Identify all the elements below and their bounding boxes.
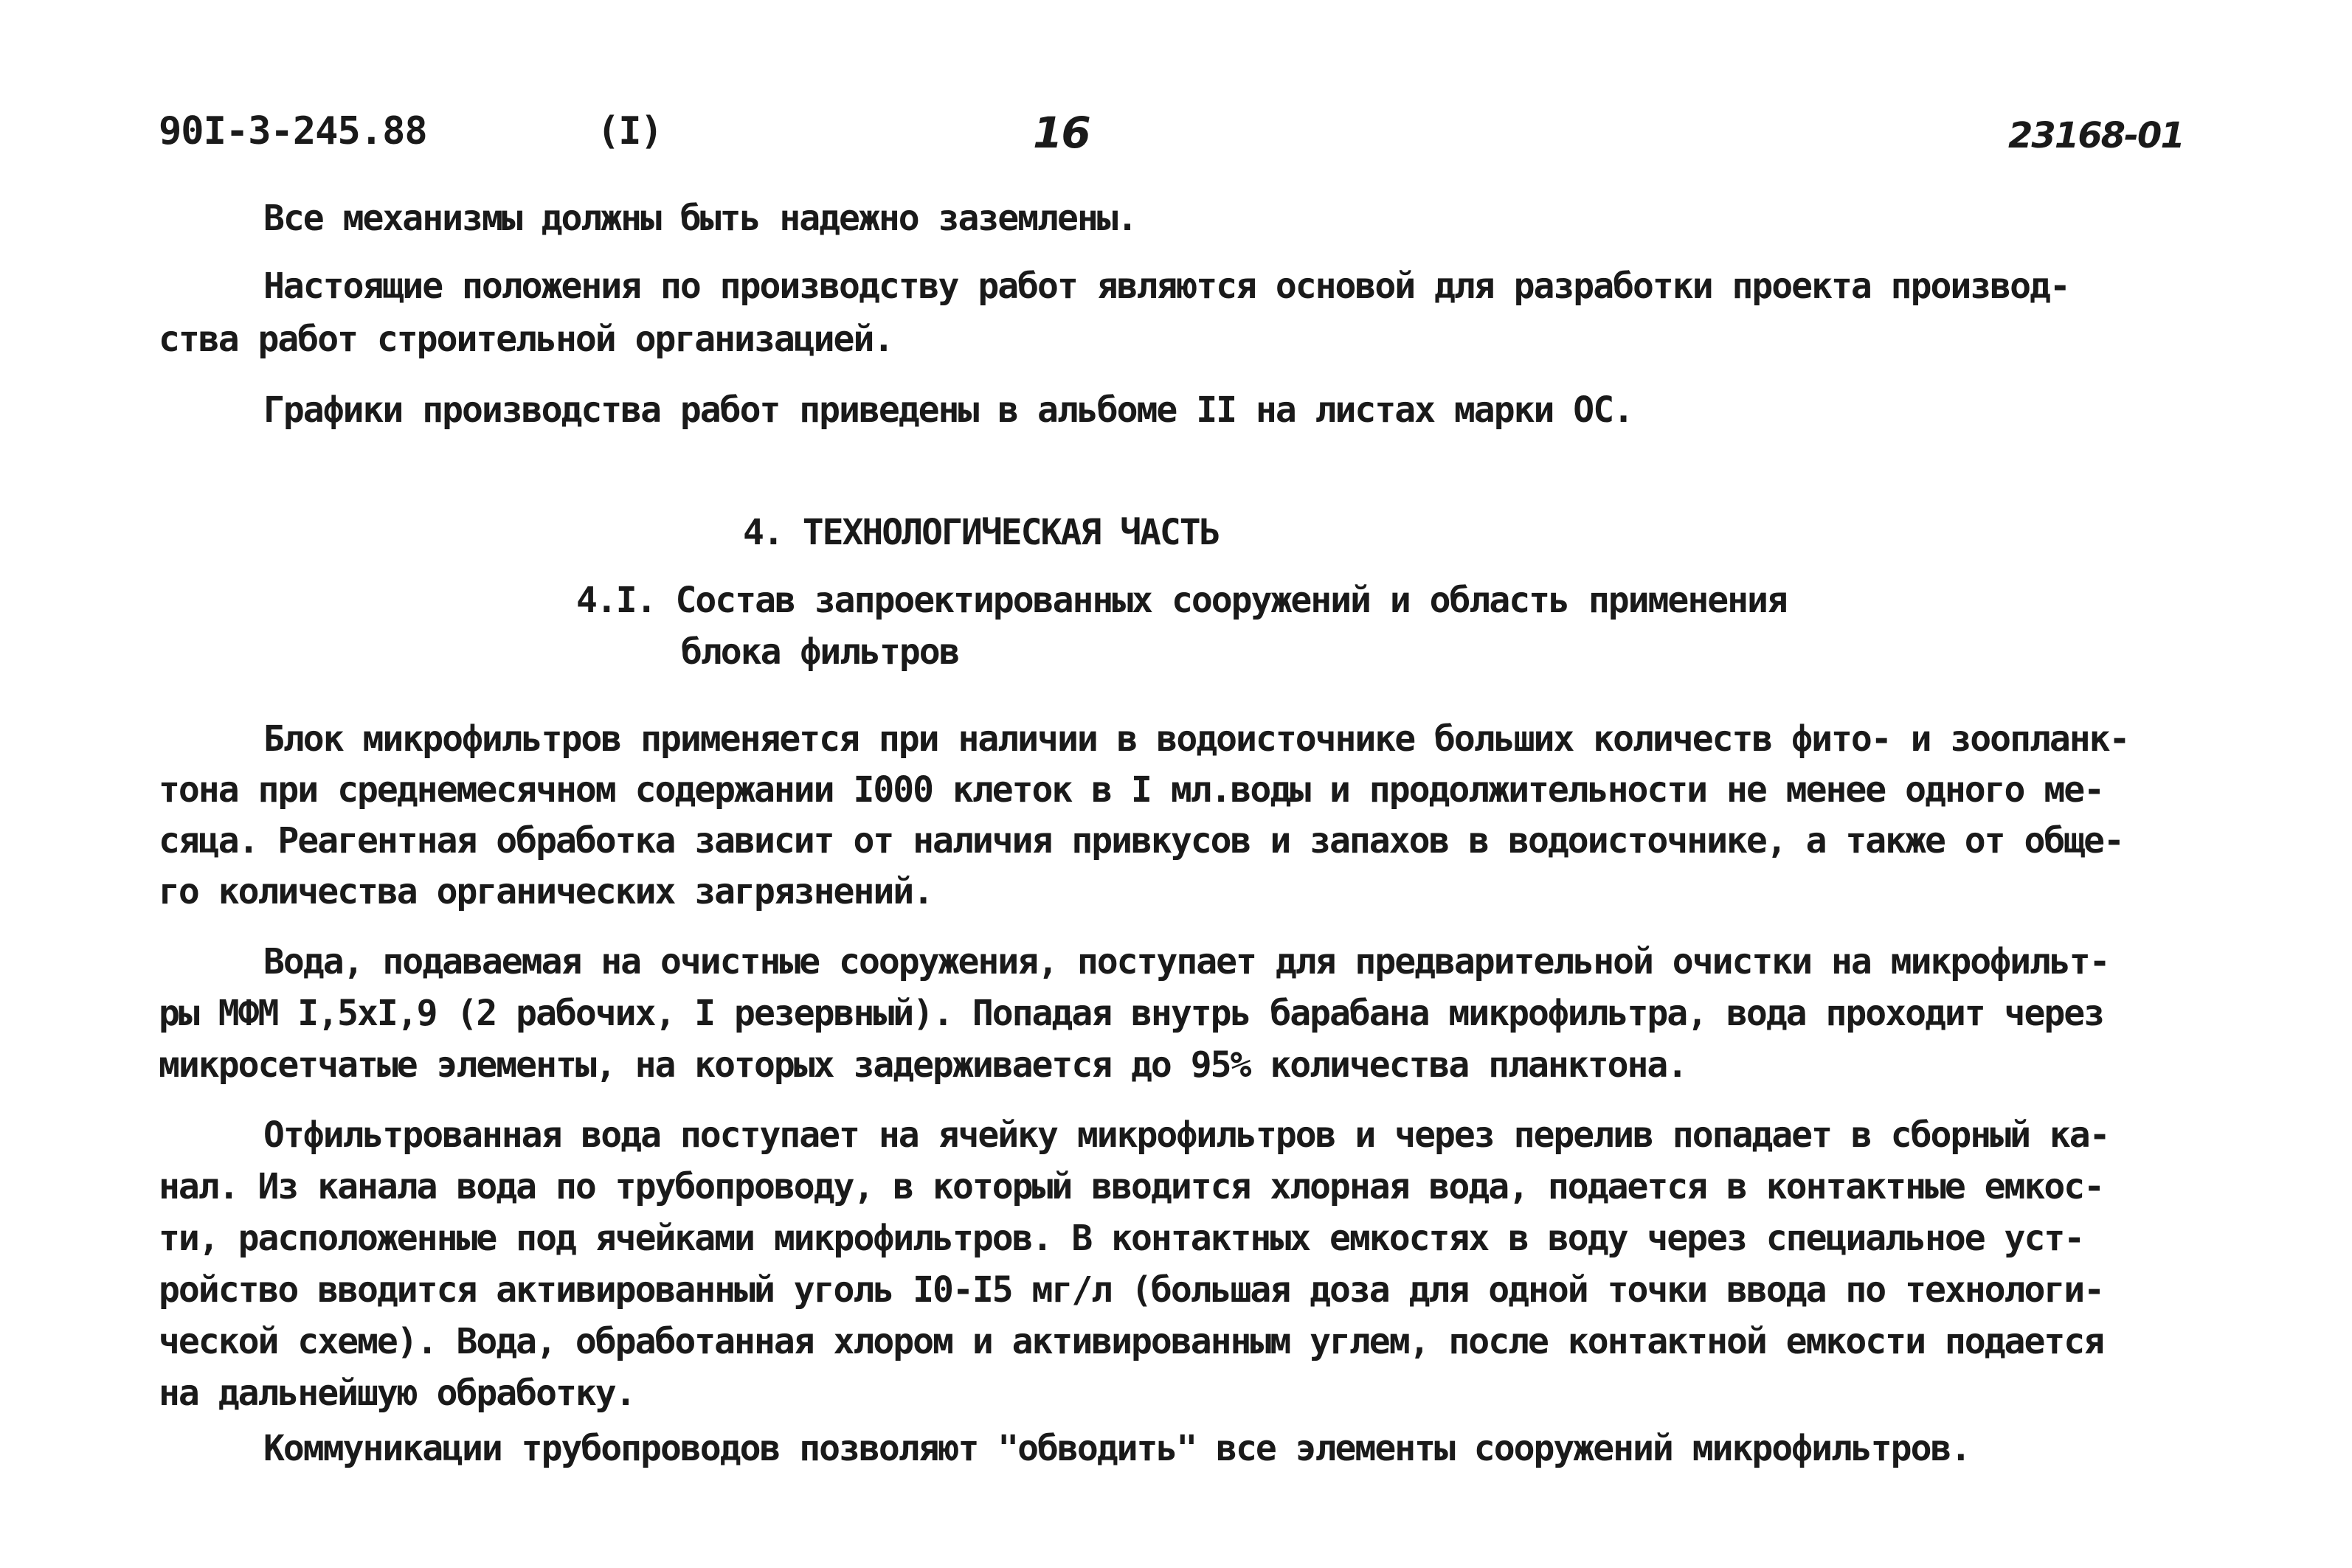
paragraph-3-line: нал. Из канала вода по трубопроводу, в который вводится хлорная вода, подается в контактные емкос- <box>159 1166 2104 1207</box>
document-code: 90I-3-245.88 <box>159 109 427 153</box>
paragraph-3-line: на дальнейшую обработку. <box>159 1373 635 1414</box>
subsection-title: 4.I. Состав запроектированных сооружений и область применения <box>576 580 1787 621</box>
section-title: 4. ТЕХНОЛОГИЧЕСКАЯ ЧАСТЬ <box>743 512 1220 553</box>
intro-line: Настоящие положения по производству работ являются основой для разработки проекта производ- <box>263 266 2069 307</box>
inventory-number: 23168-01 <box>2008 115 2184 156</box>
subsection-title-continued: блока фильтров <box>681 631 959 673</box>
intro-line: Все механизмы должны быть надежно заземлены. <box>263 198 1137 239</box>
paragraph-1-line: тона при среднемесячном содержании I000 клеток в I мл.воды и продолжительности не менее одного ме- <box>159 769 2104 811</box>
intro-line: ства работ строительной организацией. <box>159 319 893 360</box>
paragraph-2-line: Вода, подаваемая на очистные сооружения, поступает для предварительной очистки на микрофильт- <box>263 941 2109 982</box>
intro-line: Графики производства работ приведены в альбоме II на листах марки ОС. <box>263 389 1633 431</box>
paragraph-1-line: го количества органических загрязнений. <box>159 871 933 912</box>
page-number: 16 <box>1033 108 1090 158</box>
paragraph-3-line: ройство вводится активированный уголь I0-I5 мг/л (большая доза для одной точки ввода по технологи- <box>159 1269 2104 1311</box>
paragraph-1-line: сяца. Реагентная обработка зависит от наличия привкусов и запахов в водоисточнике, а также от обще- <box>159 820 2123 861</box>
paragraph-3-line: Отфильтрованная вода поступает на ячейку микрофильтров и через перелив попадает в сборный ка- <box>263 1114 2109 1156</box>
paragraph-3-line: ти, расположенные под ячейками микрофильтров. В контактных емкостях в воду через специальное уст- <box>159 1218 2084 1259</box>
album-number: (I) <box>597 109 662 153</box>
paragraph-2-line: микросетчатые элементы, на которых задерживается до 95% количества планктона. <box>159 1044 1687 1086</box>
paragraph-3-line: ческой схеме). Вода, обработанная хлором и активированным углем, после контактной емкости подается <box>159 1321 2104 1362</box>
paragraph-2-line: ры МФМ I,5хI,9 (2 рабочих, I резервный). Попадая внутрь барабана микрофильтра, вода проходит через <box>159 993 2104 1034</box>
paragraph-1-line: Блок микрофильтров применяется при наличии в водоисточнике больших количеств фито- и зоопланк- <box>263 718 2129 760</box>
paragraph-4-line: Коммуникации трубопроводов позволяют "обводить" все элементы сооружений микрофильтров. <box>263 1428 1971 1469</box>
